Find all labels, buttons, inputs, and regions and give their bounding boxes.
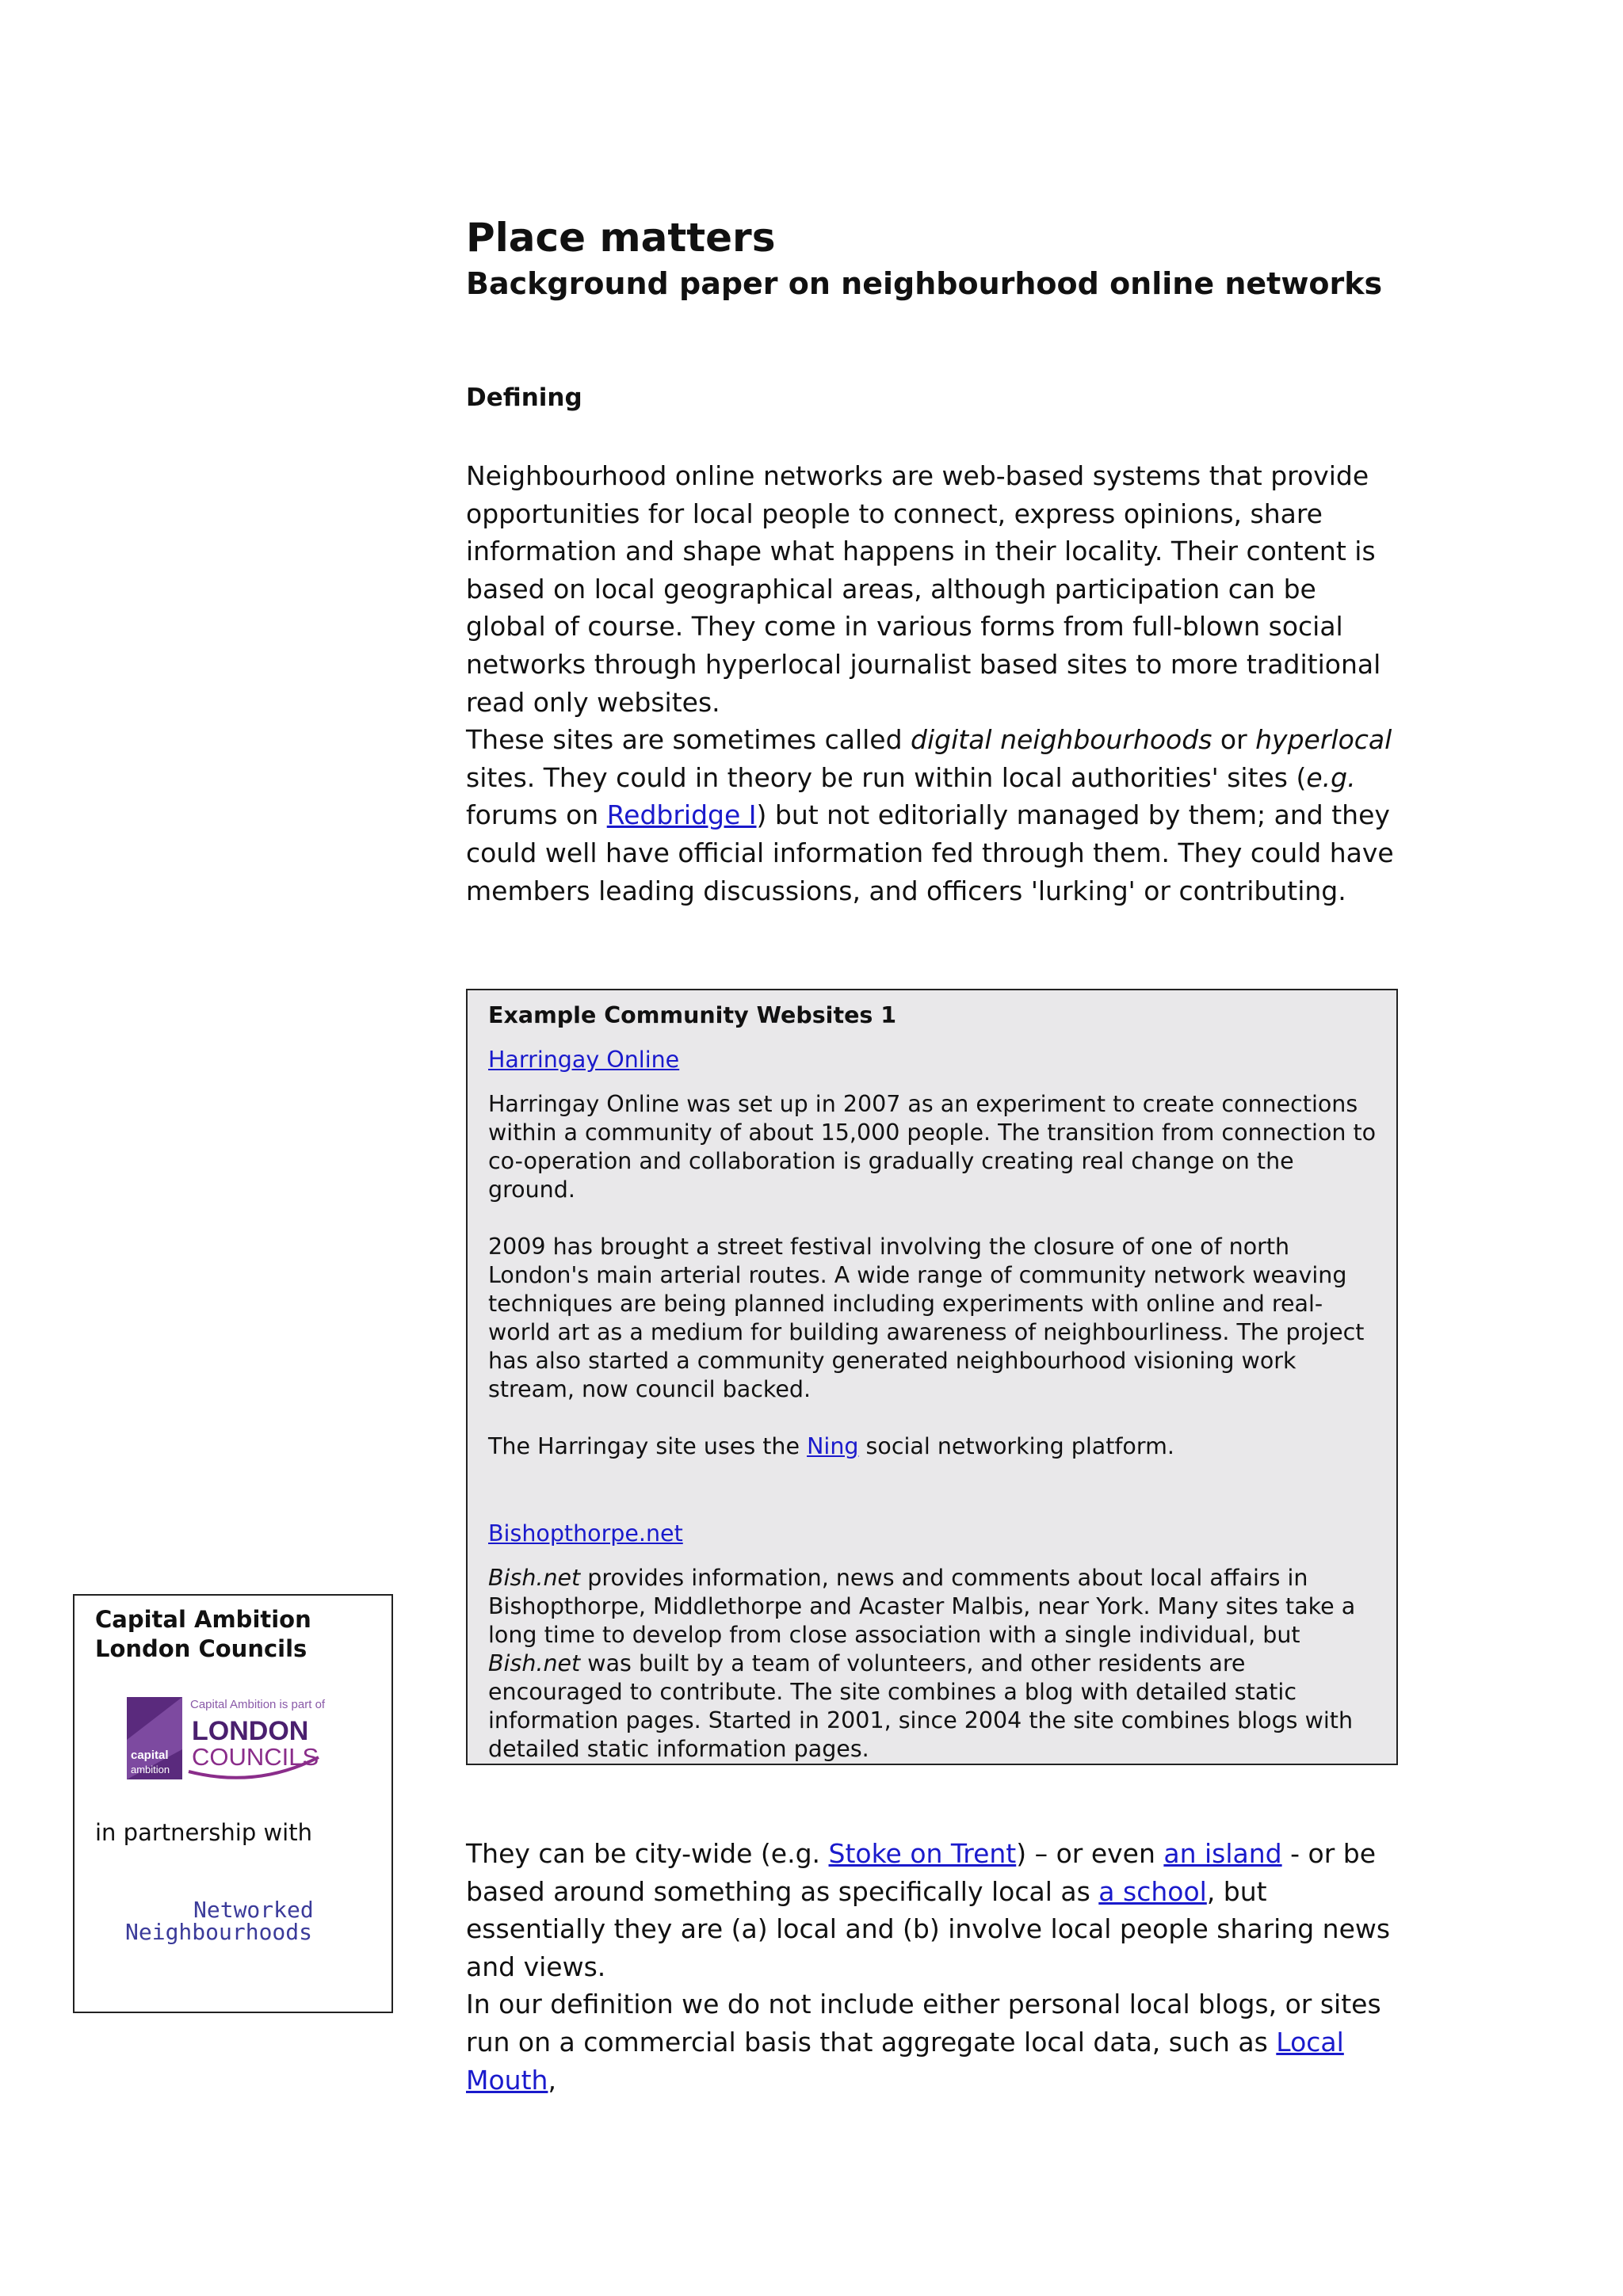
text-span: They can be city-wide (e.g. (466, 1838, 829, 1869)
spacer (488, 1461, 1377, 1520)
partner-text: in partnership with (95, 1819, 312, 1846)
logo-councils: COUNCILS (192, 1743, 319, 1771)
example-box-title: Example Community Websites 1 (488, 1002, 897, 1028)
bishopthorpe-paragraph (488, 1564, 1377, 1764)
text-span: In our definition we do not include either personal local blogs, or sites run on a commercial basis that aggregate local data, such as (466, 1989, 1381, 2058)
section-heading-defining: Defining (466, 383, 582, 412)
school-link[interactable]: a school (1098, 1875, 1207, 1907)
island-link[interactable]: an island (1163, 1838, 1282, 1869)
page-subtitle: Background paper on neighbourhood online networks (466, 266, 1383, 301)
bishopthorpe-link[interactable]: Bishopthorpe.net (488, 1520, 683, 1547)
text-span: or (1212, 724, 1256, 756)
nn-logo-line-2: Neighbourhoods (125, 1919, 313, 1945)
emphasis-eg: e.g. (1306, 761, 1356, 793)
text-span: ) but not editorially managed by them; and they could well have official information fed through them. They could have members leading discussions, and officers 'lurking' or contributing. (466, 799, 1394, 906)
stoke-on-trent-link[interactable]: Stoke on Trent (828, 1838, 1017, 1869)
text-span: social networking platform. (858, 1433, 1174, 1459)
emphasis-digital-neighbourhoods: digital neighbourhoods (911, 724, 1212, 756)
london-councils-logo (122, 1694, 352, 1783)
text-span: forums on (466, 799, 607, 831)
harringay-paragraph-3 (488, 1432, 1377, 1461)
outro-text (466, 1835, 1401, 2099)
text-span: was built by a team of volunteers, and other residents are encouraged to contribute. The site combines a blog with detailed static information pages. Started in 2001, since 2004 the site combines blogs with detailed static information pages. (488, 1650, 1354, 1762)
intro-paragraph-2 (466, 721, 1401, 910)
logo-tagline: Capital Ambition is part of (190, 1698, 326, 1711)
org-name-line-1: Capital Ambition (95, 1606, 311, 1633)
text-span: - or be based around something as specifically local as (466, 1838, 1377, 1907)
local-mouth-link[interactable]: Local Mouth (466, 2026, 1344, 2096)
harringay-online-link[interactable]: Harringay Online (488, 1047, 680, 1073)
ning-link[interactable]: Ning (807, 1433, 859, 1459)
logo-badge-text-2: ambition (131, 1764, 170, 1775)
outro-paragraph-2 (466, 1985, 1401, 2099)
nn-logo-line-1: Networked (193, 1897, 314, 1923)
text-span: provides information, news and comments about local affairs in Bishopthorpe, Middlethorpe and Acaster Malbis, near York. Many sites take a long time to develop from close association with a single individual, but (488, 1565, 1356, 1648)
text-span: ) – or even (1016, 1838, 1164, 1869)
redbridge-link[interactable]: Redbridge I (606, 799, 757, 831)
emphasis-bishnet: Bish.net (488, 1650, 581, 1676)
harringay-paragraph-1: Harringay Online was set up in 2007 as an experiment to create connections within a community of about 15,000 people. The transition from connection to co-operation and collaboration is gradually creating real change on the ground. (488, 1091, 1377, 1203)
networked-neighbourhoods-logo (122, 1897, 352, 1947)
logo-london: LONDON (192, 1716, 309, 1746)
outro-paragraph-1 (466, 1835, 1401, 1985)
text-span: These sites are sometimes called (466, 724, 911, 756)
text-span: , but essentially they are (a) local and (b) involve local people sharing news and views. (466, 1875, 1391, 1982)
intro-text (466, 457, 1401, 910)
partner-sidebar (73, 1594, 393, 2013)
emphasis-hyperlocal: hyperlocal (1255, 724, 1392, 756)
intro-paragraph-1: Neighbourhood online networks are web-based systems that provide opportunities for local people to connect, express opinions, share information and shape what happens in their locality. Their content is based on local geographical areas, although participation can be global of course. They come in various forms from full-blown social networks through hyperlocal journalist based sites to more traditional read only websites. (466, 460, 1381, 718)
spacer (488, 1404, 1377, 1432)
org-name-line-2: London Councils (95, 1635, 307, 1662)
spacer (488, 1204, 1377, 1233)
text-span: The Harringay site uses the (488, 1433, 808, 1459)
emphasis-bishnet: Bish.net (488, 1565, 581, 1591)
text-span: sites. They could in theory be run within local authorities' sites ( (466, 761, 1307, 793)
text-span: , (548, 2064, 556, 2096)
example-websites-box (466, 989, 1398, 1765)
page-title: Place matters (466, 215, 776, 261)
harringay-paragraph-2: 2009 has brought a street festival involving the closure of one of north London's main arterial routes. A wide range of community network weaving techniques are being planned including experiments with online and real-world art as a medium for building awareness of neighbourliness. The project has also started a community generated neighbourhood visioning work stream, now council backed. (488, 1234, 1365, 1402)
logo-badge-text-1: capital (131, 1749, 169, 1762)
